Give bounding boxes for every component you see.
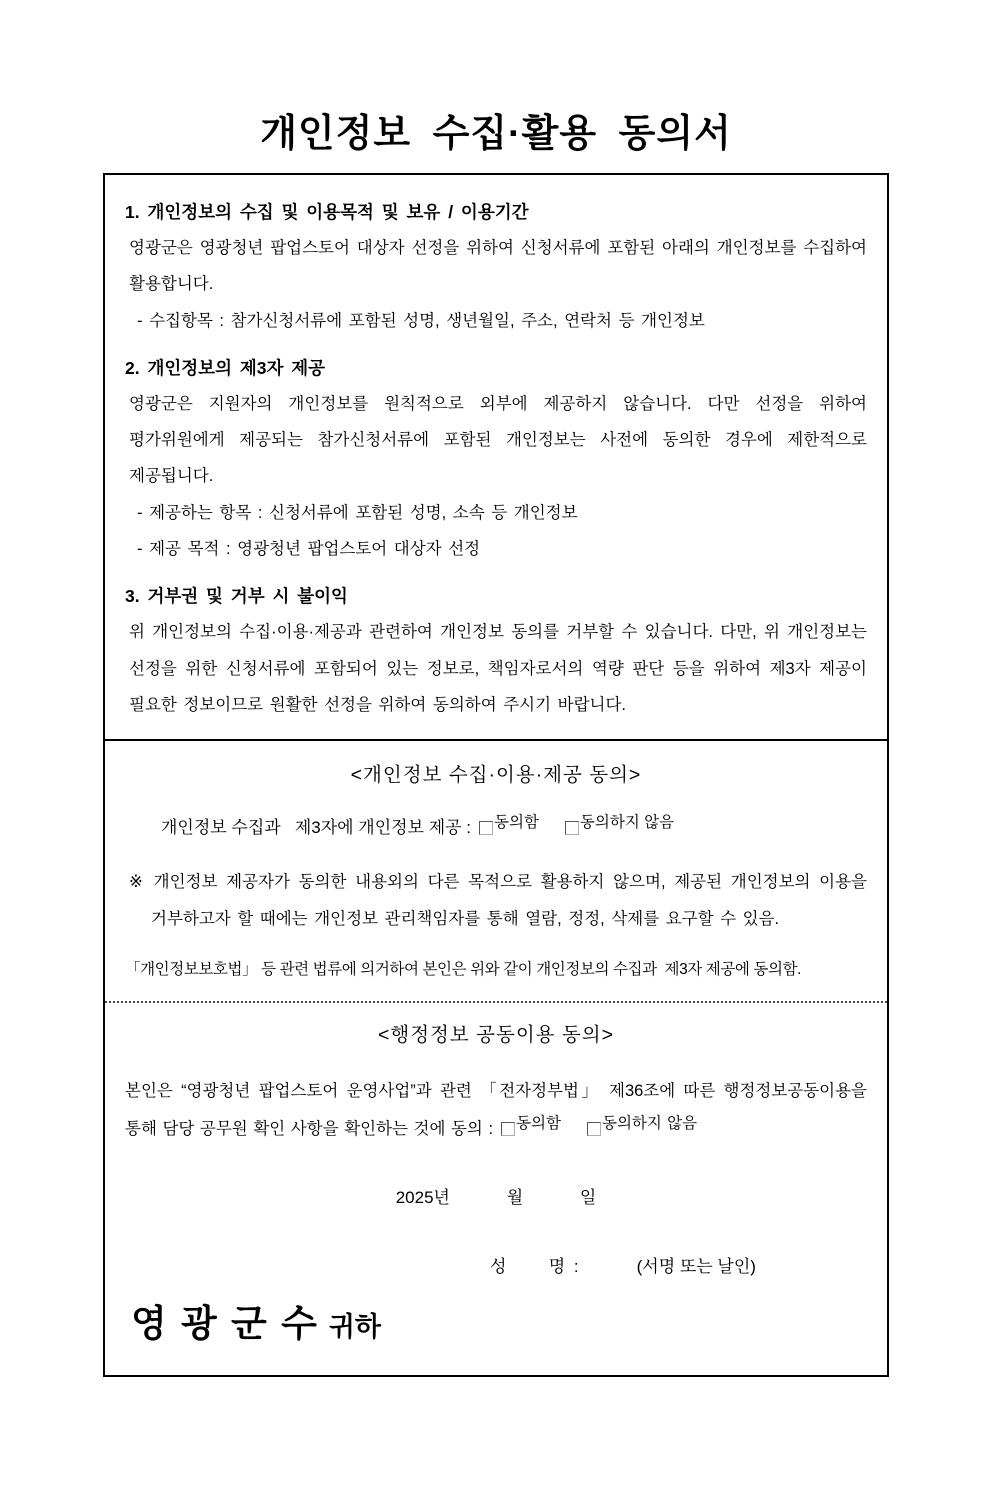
info-sections bbox=[105, 175, 887, 739]
signature-line bbox=[125, 1252, 867, 1277]
section-paragraph: 위 개인정보의 수집·이용·제공과 관련하여 개인정보 동의를 거부할 수 있습니다. 다만, 위 개인정보는 선정을 위한 신청서류에 포함되어 있는 정보로, 책임자로서의 역량 판단 등을 위하여 제3자 제공이 필요한 정보이므로 원활한 선정을 위하여 동의하여 주시기 바랍니다. bbox=[129, 623, 867, 714]
admin-info-consent-question bbox=[125, 1073, 867, 1149]
personal-info-consent-heading: <개인정보 수집·이용·제공 동의> bbox=[350, 764, 642, 787]
disagree-label: 동의하지 않음 bbox=[579, 814, 675, 832]
date-month: 월 bbox=[506, 1187, 524, 1207]
date-year: 2025년 bbox=[395, 1187, 450, 1207]
personal-info-consent-block bbox=[105, 739, 887, 1001]
admin-consent-text: 본인은 “영광청년 팝업스토어 운영사업”과 관련 「전자정부법」 제36조에 따른 행정정보공동이용을 통해 담당 공무원 확인 사항을 확인하는 것에 동의 : bbox=[125, 1081, 867, 1138]
date-line bbox=[125, 1183, 867, 1208]
date-day: 일 bbox=[579, 1187, 597, 1207]
agree-label: 동의함 bbox=[516, 1114, 561, 1132]
section-bullet: - 제공 목적 : 영광청년 팝업스토어 대상자 선정 bbox=[137, 540, 481, 559]
consent-form-box bbox=[103, 173, 889, 1377]
personal-info-consent-question bbox=[125, 813, 867, 838]
disagree-option bbox=[565, 816, 674, 838]
personal-info-disagree-checkbox[interactable] bbox=[565, 821, 579, 835]
page-title: 개인정보 수집·활용 동의서 bbox=[260, 113, 732, 155]
recipient-line bbox=[125, 1293, 867, 1347]
disagree-label: 동의하지 않음 bbox=[601, 1114, 698, 1132]
admin-info-agree-checkbox[interactable] bbox=[501, 1122, 515, 1136]
recipient-honorific: 귀하 bbox=[328, 1311, 381, 1342]
section-bullet: - 제공하는 항목 : 신청서류에 포함된 성명, 소속 등 개인정보 bbox=[137, 503, 578, 522]
section-heading: 1. 개인정보의 수집 및 이용목적 및 보유 / 이용기간 bbox=[125, 202, 529, 222]
personal-info-agree-checkbox[interactable] bbox=[479, 821, 493, 835]
admin-info-consent-heading: <행정정보 공동이용 동의> bbox=[378, 1023, 614, 1046]
agree-option bbox=[501, 1111, 561, 1149]
section-heading: 2. 개인정보의 제3자 제공 bbox=[125, 357, 326, 378]
section-paragraph: 영광군은 지원자의 개인정보를 원칙적으로 외부에 제공하지 않습니다. 다만 선정을 위하여 평가위원에게 제공되는 참가신청서류에 포함된 개인정보는 사전에 동의한 경우에 제한적으로 제공됩니다. bbox=[129, 394, 867, 486]
section-refusal-right bbox=[125, 579, 867, 723]
consent-question-text: 개인정보 수집과 제3자에 개인정보 제공 : bbox=[161, 818, 471, 838]
consent-statement: 「개인정보보호법」 등 관련 법류에 의거하여 본인은 위와 같이 개인정보의 수집과 제3자 제공에 동의함. bbox=[125, 960, 802, 978]
agree-option bbox=[479, 816, 539, 838]
sign-or-seal-note: (서명 또는 날인) bbox=[636, 1256, 756, 1276]
section-paragraph: 영광군은 영광청년 팝업스토어 대상자 선정을 위하여 신청서류에 포함된 아래의 개인정보를 수집하여 활용합니다. bbox=[129, 239, 867, 294]
consent-note: ※ 개인정보 제공자가 동의한 내용외의 다른 목적으로 활용하지 않으며, 제공된 개인정보의 이용을 거부하고자 할 때에는 개인정보 관리책임자를 통해 열람, 정정, 삭제를 요구할 수 있음. bbox=[129, 873, 867, 928]
section-collection-purpose bbox=[125, 195, 867, 339]
admin-info-disagree-checkbox[interactable] bbox=[587, 1122, 601, 1136]
section-heading: 3. 거부권 및 거부 시 불이익 bbox=[125, 586, 348, 607]
admin-info-consent-block bbox=[105, 1001, 887, 1375]
recipient-name: 영 광 군 수 bbox=[131, 1302, 319, 1344]
section-bullet: - 수집항목 : 참가신청서류에 포함된 성명, 생년월일, 주소, 연락처 등 개인정보 bbox=[137, 311, 705, 330]
section-third-party bbox=[125, 351, 867, 567]
disagree-option bbox=[587, 1111, 697, 1149]
agree-label: 동의함 bbox=[494, 814, 539, 832]
name-label: 성 명 : bbox=[490, 1256, 581, 1276]
